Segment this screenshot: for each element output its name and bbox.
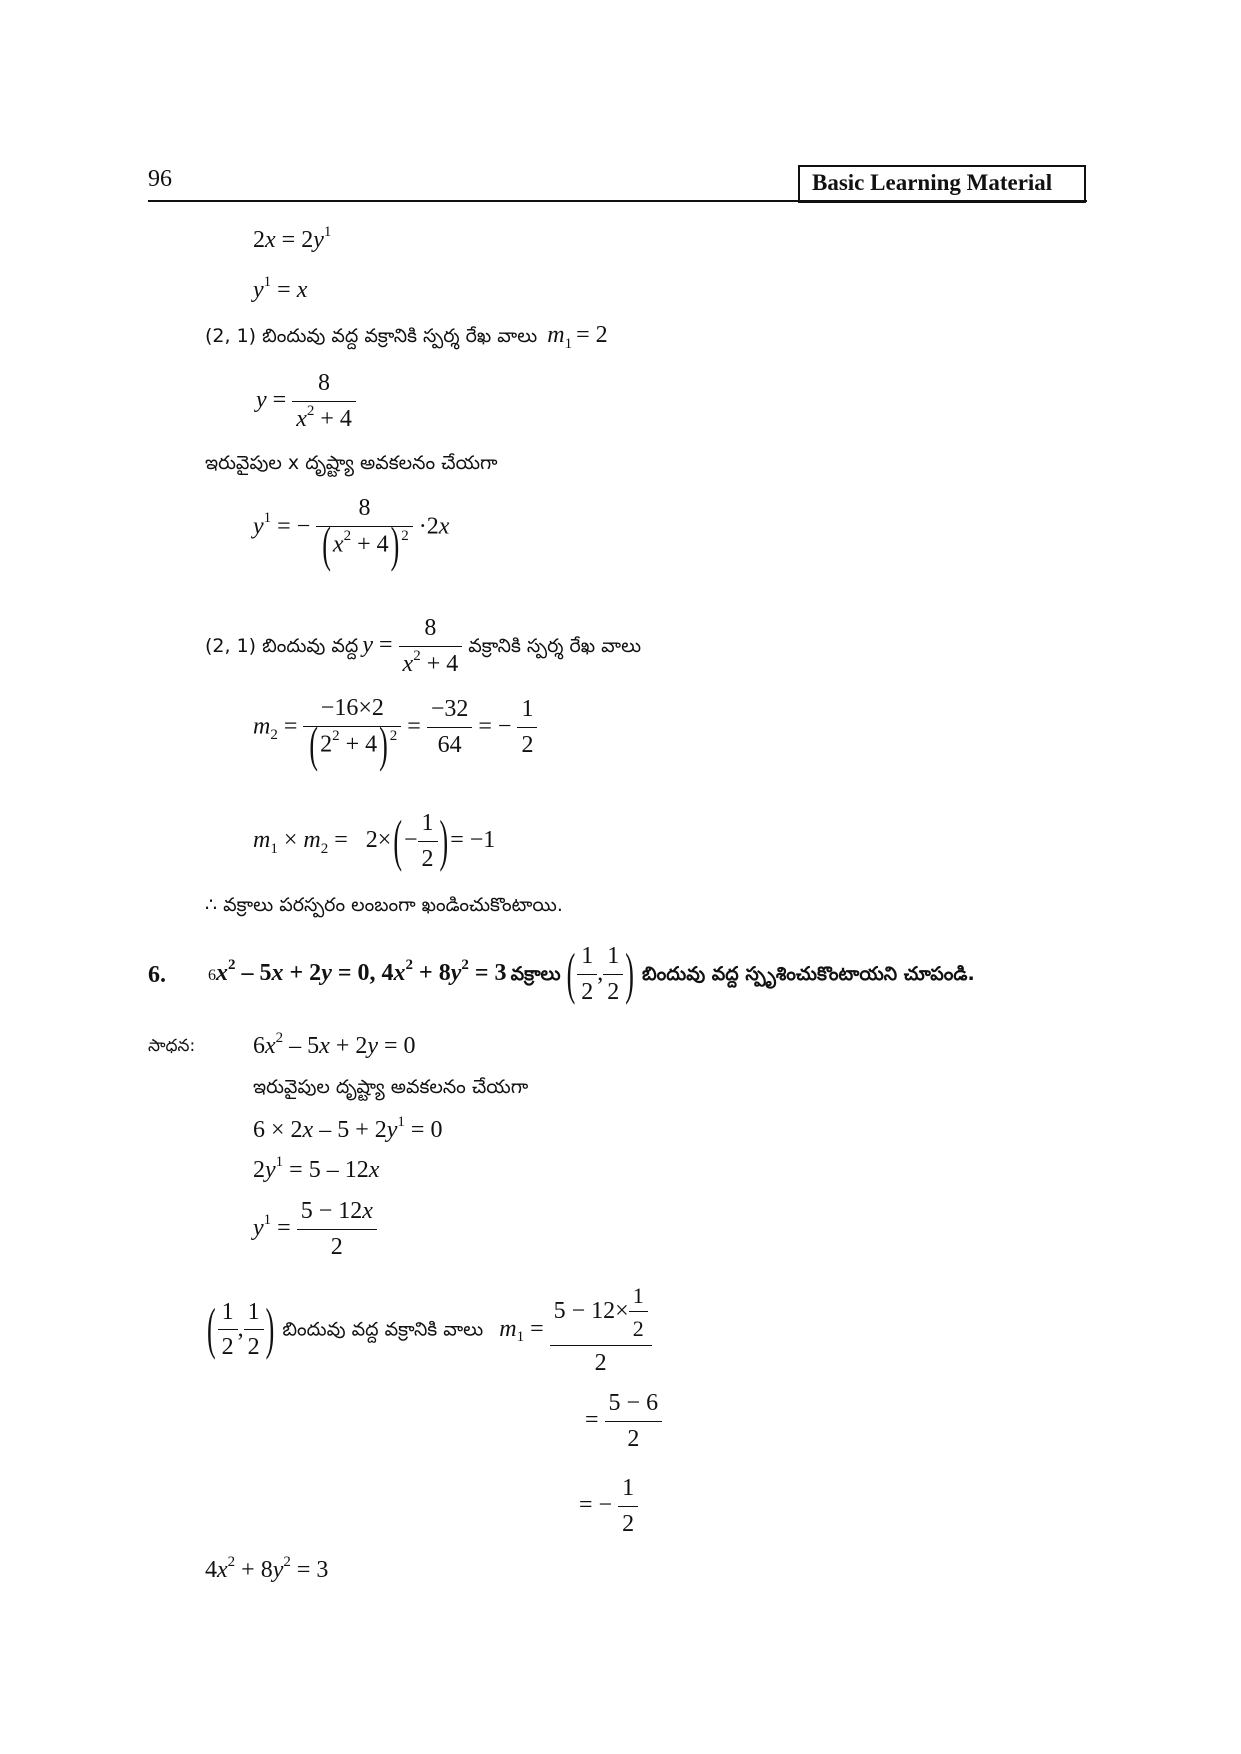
step3: $y^1$ = $\frac{5 - 12x}{2}$: [253, 1198, 377, 1261]
header-rule: [148, 200, 1087, 202]
solution-label: సాధన:: [148, 1036, 196, 1056]
eq-m2-value: $m_2$ = $\frac{-16\times 2}{(2^2 + 4) ^2}$ = $\frac{-32}{64}$ = − $\frac{1}{2}$: [253, 695, 537, 760]
m1-step2: = $\frac{5 - 6}{2}$: [585, 1390, 662, 1453]
slope-m2-curve: y = $\frac{8}{x^2 + 4}$: [362, 632, 468, 658]
problem-equations: $6x^2 - 5x + 2y = 0$, $4x^2 + 8y^2 = 3$: [208, 957, 507, 987]
diff-wrt-x-text: ఇరువైపుల x దృష్ట్యా అవకలనం చేయగా: [205, 452, 498, 474]
eq-2x-2y1: $2x = 2y^1$: [253, 224, 332, 253]
eq-y-fraction: y = $\frac{8}{x^2 + 4}$: [256, 370, 356, 433]
step2: $2y^1 = 5 - 12x$: [253, 1154, 380, 1183]
eq-y1-derivative: $y^1$ = − $\frac{8}{(x^2 + 4) ^2}$ ·2x: [253, 495, 450, 573]
slope-m2-post-text: వక్రానికి స్పర్శ రేఖ వాలు: [468, 635, 642, 658]
m1-step3: = − $\frac{1}{2}$: [579, 1475, 638, 1538]
slope-m2-line: [205, 615, 641, 678]
m1-value: = 2: [576, 322, 608, 348]
problem-tail: బిందువు వద్ద స్పృశించుకొంటాయని చూపండి.: [641, 963, 975, 986]
diff-both-text: ఇరువైపుల దృష్ట్యా అవకలనం చేయగా: [253, 1076, 529, 1098]
conclusion-text: ∴ వక్రాలు పరస్పరం లంబంగా ఖండించుకొంటాయి.: [205, 894, 563, 916]
step1: $6 \times 2x - 5 + 2y^1 = 0$: [253, 1114, 443, 1143]
solution-eq: $6x^2 - 5x + 2y = 0$: [253, 1030, 416, 1059]
at-point-label: బిందువు వద్ద వక్రానికి వాలు: [282, 1318, 484, 1341]
at-point-m1: $m_1$ = 5 − 12× $\frac{1}{2}$ 2: [487, 1316, 651, 1342]
problem-statement: [208, 943, 975, 1006]
second-curve-eq: $4x^2 + 8y^2 = 3$: [205, 1554, 329, 1583]
problem-number: 6.: [148, 962, 166, 988]
problem-point: ( $\frac{1}{2}$ , $\frac{1}{2}$ ): [566, 941, 634, 1006]
book-title: Basic Learning Material: [812, 170, 1053, 195]
slope-m1-line: [205, 322, 608, 352]
at-point: ( $\frac{1}{2}$ , $\frac{1}{2}$ ): [207, 1297, 275, 1361]
eq-m1-times-m2: $m_1 \times m_2 = 2\times(-$ $\frac{1}{2}$ )= −1: [253, 808, 496, 873]
page-number: 96: [148, 166, 172, 192]
slope-m2-pre-text: (2, 1) బిందువు వద్ద: [205, 635, 359, 658]
problem-curves-label: వక్రాలు: [510, 963, 561, 986]
slope-m1-text: (2, 1) బిందువు వద్ద వక్రానికి స్పర్శ రేఖ వాలు: [205, 325, 538, 347]
at-point-line: [205, 1283, 652, 1377]
m1-symbol: $m_1$: [547, 322, 573, 352]
eq-y1-x: $y^1 = x$: [253, 274, 308, 303]
